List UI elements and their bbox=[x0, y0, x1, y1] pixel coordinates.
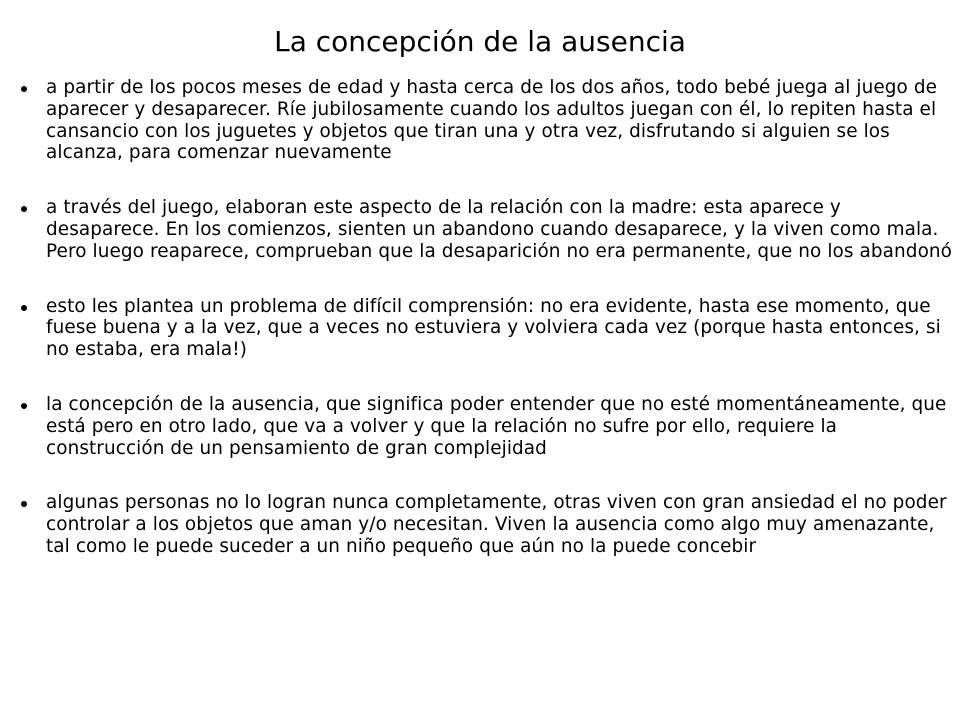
bullet-item bbox=[0, 394, 960, 459]
bullet-dot-icon bbox=[21, 305, 27, 311]
bullet-item bbox=[0, 197, 960, 262]
bullet-item bbox=[0, 296, 960, 361]
bullet-text: algunas personas no lo logran nunca completamente, otras viven con gran ansiedad el no poder controlar a los objetos que aman y/o necesitan. Viven la ausencia como algo muy amenazante, tal como le puede suceder a un niño pequeño que aún no la puede concebir bbox=[46, 492, 947, 557]
bullet-item bbox=[0, 492, 960, 557]
bullet-dot-icon bbox=[21, 206, 27, 212]
bullet-list bbox=[0, 77, 960, 558]
bullet-dot-icon bbox=[21, 501, 27, 507]
bullet-text: a partir de los pocos meses de edad y hasta cerca de los dos años, todo bebé juega al juego de aparecer y desaparecer. Ríe jubilosamente cuando los adultos juegan con él, lo repiten hasta el cansancio con los juguetes y objetos que tiran una y otra vez, disfrutando si alguien se los alcanza, para comenzar nuevamente bbox=[46, 77, 938, 164]
bullet-dot-icon bbox=[21, 86, 27, 92]
bullet-text: a través del juego, elaboran este aspecto de la relación con la madre: esta aparece y desaparece. En los comienzos, sienten un abandono cuando desaparece, y la viven como mala. Pero luego reaparece, comprueban que la desaparición no era permanente, que no los abandonó bbox=[46, 197, 953, 262]
bullet-item bbox=[0, 77, 960, 164]
bullet-text: la concepción de la ausencia, que significa poder entender que no esté momentáneamente, que está pero en otro lado, que va a volver y que la relación no sufre por ello, requiere la construcción de un pensamiento de gran complejidad bbox=[46, 393, 947, 459]
slide-title: La concepción de la ausencia bbox=[274, 25, 686, 58]
bullet-dot-icon bbox=[21, 403, 27, 409]
bullet-text: esto les plantea un problema de difícil comprensión: no era evidente, hasta ese momento, que fuese buena y a la vez, que a veces no estuviera y volviera cada vez (porque hasta entonces, si no estaba, era mala!) bbox=[46, 295, 941, 361]
